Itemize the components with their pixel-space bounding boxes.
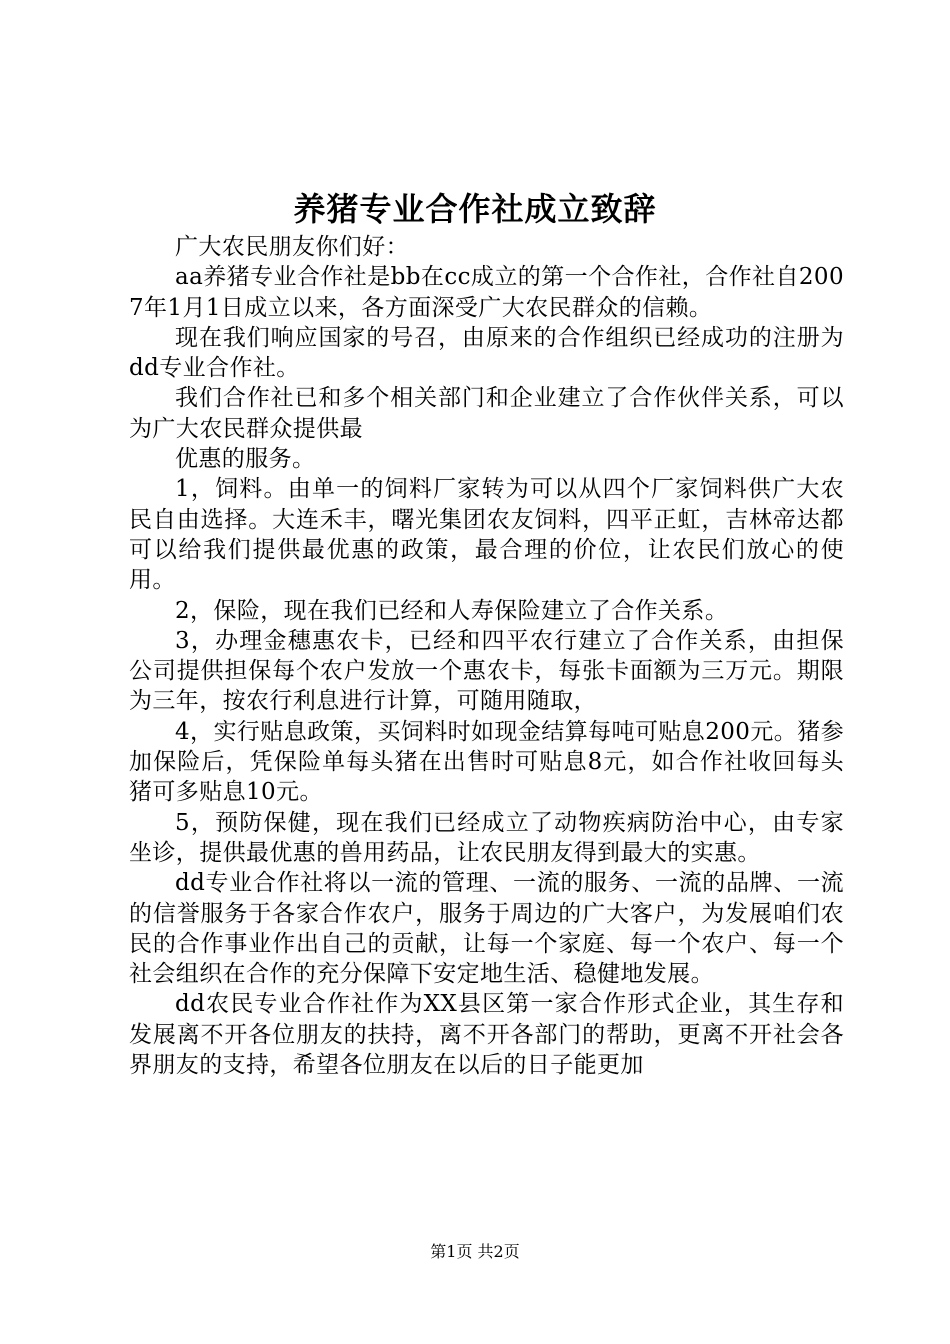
paragraph: 我们合作社已和多个相关部门和企业建立了合作伙伴关系，可以为广大农民群众提供最 [129,385,844,442]
paragraph-item-subsidy: 4，实行贴息政策，买饲料时如现金结算每吨可贴息200元。猪参加保险后，凭保险单每头猪在出售时可贴息8元，如合作社收回每头猪可多贴息10元。 [129,718,844,806]
paragraph: 现在我们响应国家的号召，由原来的合作组织已经成功的注册为dd专业合作社。 [129,324,844,382]
paragraph-greeting: 广大农民朋友你们好： [175,234,409,260]
paragraph-item-insurance: 2，保险，现在我们已经和人寿保险建立了合作关系。 [175,597,729,624]
paragraph: dd农民专业合作社作为XX县区第一家合作形式企业，其生存和发展离不开各位朋友的扶持，离不开各部门的帮助，更离不开社会各界朋友的支持，希望各位朋友在以后的日子能更加 [129,991,844,1079]
paragraph: 优惠的服务。 [175,446,316,473]
paragraph-item-prevention: 5，预防保健，现在我们已经成立了动物疾病防治中心，由专家坐诊，提供最优惠的兽用药品，让农民朋友得到最大的实惠。 [129,809,844,866]
paragraph: aa养猪专业合作社是bb在cc成立的第一个合作社，合作社自2007年1月1日成立以来，各方面深受广大农民群众的信赖。 [129,264,844,321]
paragraph-item-card: 3，办理金穗惠农卡，已经和四平农行建立了合作关系，由担保公司提供担保每个农户发放一个惠农卡，每张卡面额为三万元。期限为三年，按农行利息进行计算，可随用随取， [129,627,844,715]
paragraph-item-feed: 1，饲料。由单一的饲料厂家转为可以从四个厂家饲料供广大农民自由选择。大连禾丰，曙光集团农友饲料，四平正虹，吉林帝达都可以给我们提供最优惠的政策，最合理的价位，让农民们放心的使用。 [129,476,844,594]
document-title: 养猪专业合作社成立致辞 [293,190,657,228]
paragraph: dd专业合作社将以一流的管理、一流的服务、一流的品牌、一流的信誉服务于各家合作农户，服务于周边的广大客户，为发展咱们农民的合作事业作出自己的贡献，让每一个家庭、每一个农户、每一个社会组织在合作的充分保障下安定地生活、稳健地发展。 [129,870,844,988]
document-body [129,232,844,1080]
page-number-footer: 第1页 共2页 [430,1242,520,1261]
